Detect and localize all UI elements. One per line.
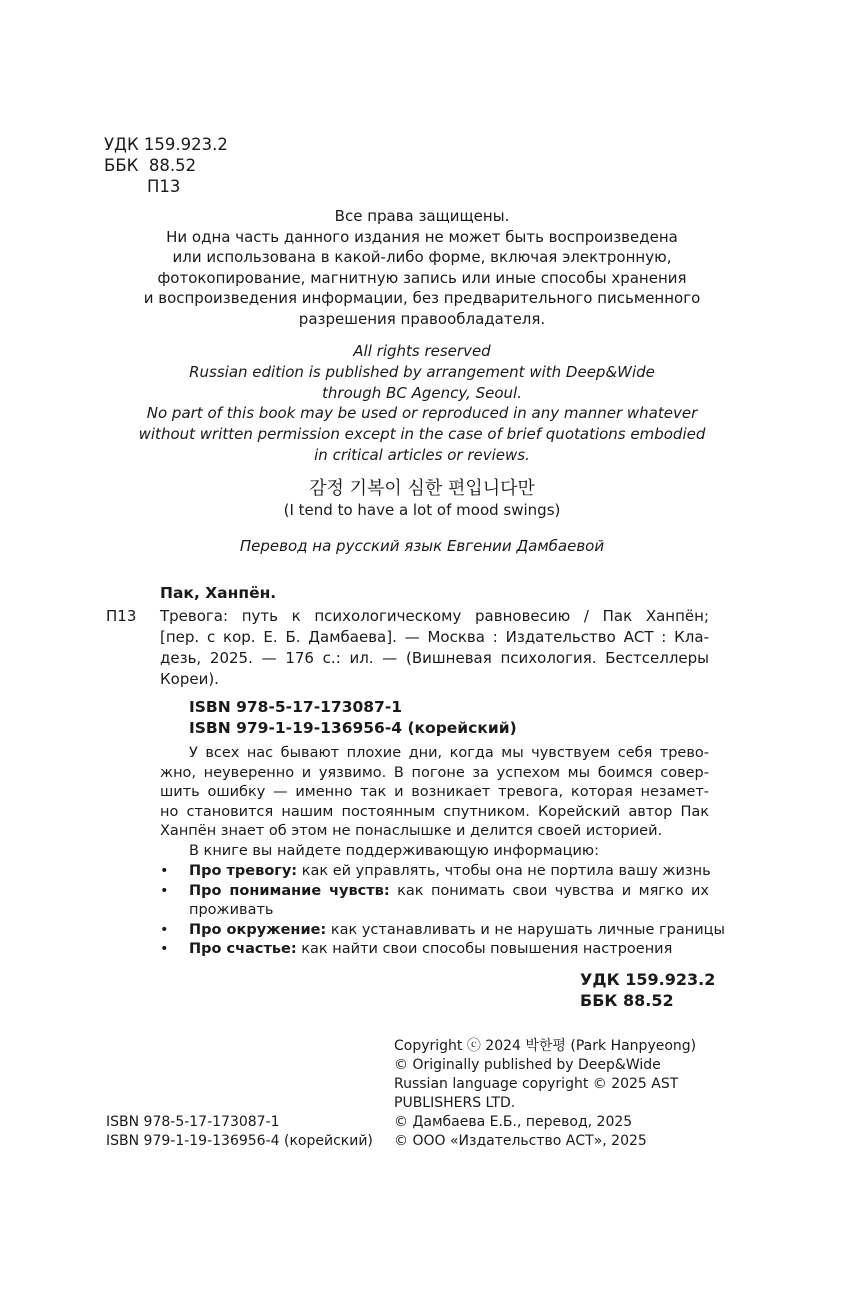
copyright-line: © ООО «Издательство АСТ», 2025: [394, 1133, 647, 1149]
bbk-row: [104, 155, 228, 176]
annotation-line: шить ошибку — именно так и возникает тревога, которая незамет-: [160, 784, 709, 801]
biblio-line: [пер. с кор. Е. Б. Дамбаева]. — Москва : Издательство АСТ : Кла-: [160, 628, 709, 646]
bbk-value: 88.52: [148, 156, 197, 175]
bullet-item: [160, 882, 709, 921]
annotation-line: но становится нашим постоянным спутником. Корейский автор Пак: [160, 803, 709, 820]
rights-ru-line: или использована в какой-либо форме, включая электронную,: [172, 248, 672, 266]
annotation-line: У всех нас бывают плохие дни, когда мы чувствуем себя трево-: [189, 745, 709, 761]
isbn-russian: ISBN 978-5-17-173087-1: [189, 698, 403, 716]
isbn-small-line: ISBN 979-1-19-136956-4 (корейский): [106, 1133, 373, 1149]
isbn-korean: ISBN 979-1-19-136956-4 (корейский): [189, 719, 517, 737]
bullet-text: как ей управлять, чтобы она не портила вашу жизнь: [297, 863, 711, 879]
classification-bottom: [580, 969, 715, 1011]
classification-codes: [104, 134, 228, 197]
rights-en-line: No part of this book may be used or reproduced in any manner whatever: [146, 404, 698, 423]
annotation-intro: В книге вы найдете поддерживающую информацию:: [189, 842, 599, 859]
copyright-line: Russian language copyright © 2025 AST: [394, 1076, 679, 1092]
udk-row: [104, 134, 228, 155]
original-title-english: (I tend to have a lot of mood swings): [283, 501, 561, 519]
biblio-line: Тревога: путь к психологическому равновесию / Пак Ханпён;: [160, 607, 709, 625]
rights-ru-line: фотокопирование, магнитную запись или иные способы хранения: [157, 268, 687, 287]
original-title-korean: 감정 기복이 심한 편입니다만: [309, 478, 535, 499]
biblio-line: Кореи).: [160, 670, 219, 688]
bullet-text-continued: проживать: [189, 902, 274, 919]
rights-en-line: Russian edition is published by arrangement with Deep&Wide: [189, 362, 655, 381]
bullet-bold: Про тревогу:: [189, 863, 298, 879]
udk-bottom: УДК 159.923.2: [580, 970, 716, 989]
rights-ru-line: и воспроизведения информации, без предварительного письменного: [143, 289, 701, 307]
bullet-dot-icon: •: [160, 941, 169, 958]
udk-value: 159.923.2: [143, 135, 228, 154]
annotation-line: Ханпён знает об этом не понаслышке и делится своей историей.: [160, 823, 663, 840]
bullet-item: [160, 862, 709, 882]
author-mark: П13: [106, 607, 137, 625]
rights-notice-en: [0, 341, 844, 466]
bullet-text: как найти свои способы повышения настроения: [296, 941, 673, 958]
udk-label: УДК: [104, 135, 139, 154]
rights-ru-line: Все права защищены.: [334, 207, 510, 225]
bullet-item: [160, 921, 725, 941]
bullet-text: как понимать свои чувства и мягко их: [389, 882, 710, 899]
isbn-small-block: [106, 1113, 373, 1151]
copyright-line: PUBLISHERS LTD.: [394, 1095, 516, 1111]
rights-notice-ru: [0, 206, 844, 329]
biblio-line: дезь, 2025. — 176 с.: ил. — (Вишневая психология. Бестселлеры: [160, 649, 709, 667]
rights-en-line: in critical articles or reviews.: [314, 445, 530, 464]
bullet-bold: Про окружение:: [189, 921, 327, 938]
bullet-dot-icon: •: [160, 863, 169, 879]
copyright-line: © Дамбаева Е.Б., перевод, 2025: [394, 1114, 633, 1130]
isbn-small-line: ISBN 978-5-17-173087-1: [106, 1114, 280, 1130]
annotation-line: жно, неуверенно и уязвимо. В погоне за успехом мы боимся совер-: [160, 764, 709, 781]
rights-en-line: through BC Agency, Seoul.: [322, 383, 522, 402]
copyright-line: Copyright ⓒ 2024 박한평 (Park Hanpyeong): [394, 1038, 697, 1054]
copyright-block: [394, 1037, 696, 1151]
bullet-text: как устанавливать и не нарушать личные границы: [326, 921, 725, 938]
bullet-dot-icon: •: [160, 882, 169, 899]
bullet-bold: Про счастье:: [189, 941, 297, 958]
isbn-block: [189, 697, 517, 739]
rights-en-line: All rights reserved: [353, 342, 491, 360]
bibliographic-description: [160, 606, 709, 690]
rights-ru-line: разрешения правообладателя.: [298, 309, 546, 328]
bullet-bold: Про понимание чувств:: [189, 882, 390, 899]
rights-ru-line: Ни одна часть данного издания не может быть воспроизведена: [166, 227, 678, 246]
translation-note: Перевод на русский язык Евгении Дамбаевой: [239, 537, 605, 555]
bbk-bottom: ББК 88.52: [580, 991, 674, 1010]
annotation-text: [160, 744, 709, 862]
bullet-item: [160, 940, 709, 960]
bullet-dot-icon: •: [160, 921, 169, 938]
copyright-line: © Originally published by Deep&Wide: [394, 1057, 661, 1073]
bbk-label: ББК: [104, 156, 139, 175]
annotation-bullets: [160, 862, 725, 960]
author-heading: Пак, Ханпён.: [160, 584, 277, 602]
rights-en-line: without written permission except in the case of brief quotations embodied: [138, 425, 706, 444]
author-mark-top: П13: [147, 177, 181, 196]
